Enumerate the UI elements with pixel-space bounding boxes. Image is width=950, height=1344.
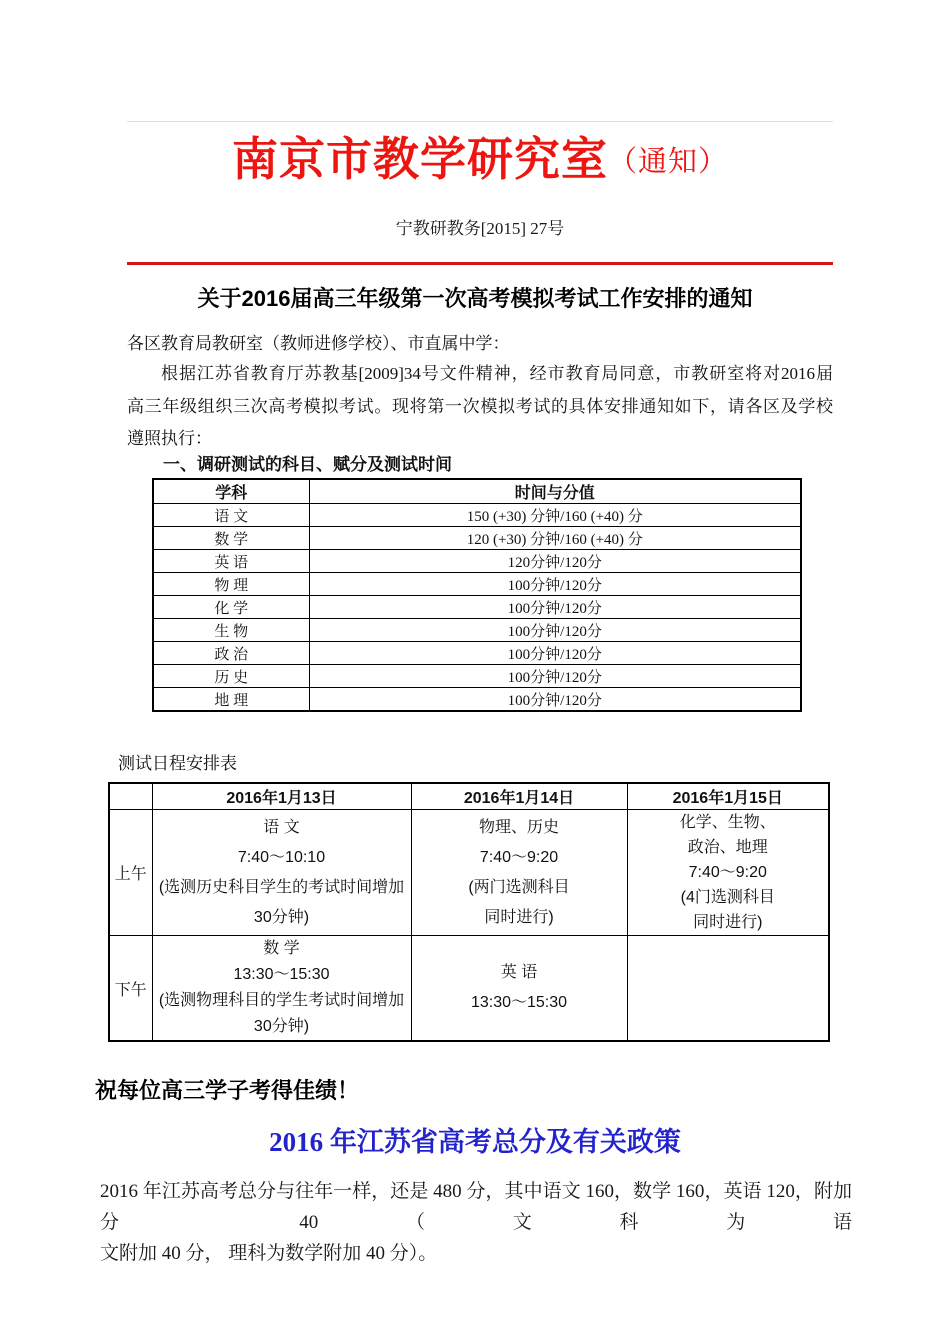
cell-line: 30分钟) xyxy=(253,1018,310,1035)
cell-line: (选测物理科目的学生考试时间增加 xyxy=(158,992,405,1009)
table-row xyxy=(153,642,801,665)
cell-line: 13:30～15:30 xyxy=(470,994,568,1011)
cell-line: 语 文 xyxy=(263,818,300,836)
subject-cell: 语 文 xyxy=(153,504,309,527)
schedule-cell xyxy=(411,810,627,936)
org-title: 南京市教学研究室 xyxy=(231,133,608,185)
body-paragraph-line: 根据江苏省教育厅苏教基[2009]34号文件精神，经市教育局同意，市教研室将对2016届 xyxy=(161,364,833,383)
policy-paragraph-line: 文附加 40 分， 理科为数学附加 40 分）。 xyxy=(100,1243,438,1264)
subject-cell: 化 学 xyxy=(153,596,309,619)
table-row xyxy=(153,527,801,550)
cell-line: 13:30～15:30 xyxy=(233,966,330,983)
image-top-border xyxy=(127,121,833,122)
value-cell: 150 (+30) 分钟/160 (+40) 分 xyxy=(309,504,801,527)
cell-line: 30分钟) xyxy=(253,908,310,926)
cell-line: (两门选测科目 xyxy=(468,878,570,896)
subject-cell: 地 理 xyxy=(153,688,309,712)
value-cell: 100分钟/120分 xyxy=(309,688,801,712)
salutation: 各区教育局教研室（教师进修学校）、市直属中学： xyxy=(127,334,510,353)
notice-title: 关于2016届高三年级第一次高考模拟考试工作安排的通知 xyxy=(197,286,753,311)
table-row xyxy=(153,688,801,712)
schedule-row-afternoon xyxy=(109,936,829,1042)
cell-line: 英 语 xyxy=(500,964,538,981)
table-row xyxy=(153,504,801,527)
date-header: 2016年1月14日 xyxy=(411,783,627,810)
value-cell: 100分钟/120分 xyxy=(309,573,801,596)
policy-paragraph xyxy=(100,1176,852,1269)
schedule-header-row xyxy=(109,783,829,810)
table-row xyxy=(153,573,801,596)
value-cell: 100分钟/120分 xyxy=(309,619,801,642)
value-cell: 120 (+30) 分钟/160 (+40) 分 xyxy=(309,527,801,550)
schedule-cell xyxy=(152,936,411,1042)
table-header-row xyxy=(153,479,801,504)
subject-cell: 生 物 xyxy=(153,619,309,642)
document-number: 宁教研教务[2015] 27号 xyxy=(395,219,565,238)
value-cell: 100分钟/120分 xyxy=(309,665,801,688)
cell-line: 7:40～9:20 xyxy=(688,864,767,881)
schedule-cell xyxy=(627,810,829,936)
cell-line: 数 学 xyxy=(263,940,300,957)
closing-wish: 祝每位高三学子考得佳绩！ xyxy=(95,1078,360,1103)
schedule-table xyxy=(108,782,830,1042)
date-header: 2016年1月15日 xyxy=(627,783,829,810)
subject-score-table xyxy=(152,478,802,712)
cell-line: 同时进行) xyxy=(484,908,554,926)
red-divider-rule xyxy=(127,262,833,265)
table-row xyxy=(153,619,801,642)
schedule-row-morning xyxy=(109,810,829,936)
subject-cell: 历 史 xyxy=(153,665,309,688)
body-paragraph-line: 遵照执行： xyxy=(127,429,212,448)
cell-line: 物理、历史 xyxy=(478,818,559,836)
value-cell: 120分钟/120分 xyxy=(309,550,801,573)
schedule-caption: 测试日程安排表 xyxy=(118,754,237,773)
body-paragraph xyxy=(127,358,833,456)
subject-cell: 政 治 xyxy=(153,642,309,665)
schedule-cell xyxy=(152,810,411,936)
column-header-time-score: 时间与分值 xyxy=(309,479,801,504)
value-cell: 100分钟/120分 xyxy=(309,642,801,665)
policy-paragraph-line: 2016 年江苏高考总分与往年一样，还是 480 分，其中语文 160，数学 160，英语 120，附加分 40（文科为语 xyxy=(100,1181,852,1233)
date-header: 2016年1月13日 xyxy=(152,783,411,810)
corner-cell xyxy=(109,783,152,810)
schedule-cell-empty xyxy=(627,936,829,1042)
table-row xyxy=(153,596,801,619)
body-paragraph-line: 高三年级组织三次高考模拟考试。现将第一次模拟考试的具体安排通知如下，请各区及学校 xyxy=(127,396,833,416)
notice-tag: （通知） xyxy=(607,146,728,178)
subject-cell: 物 理 xyxy=(153,573,309,596)
section-heading: 一、调研测试的科目、赋分及测试时间 xyxy=(163,455,452,474)
value-cell: 100分钟/120分 xyxy=(309,596,801,619)
cell-line: 7:40～10:10 xyxy=(237,848,326,866)
cell-line: (4门选测科目 xyxy=(680,889,775,906)
cell-line: 7:40～9:20 xyxy=(479,848,559,866)
table-row xyxy=(153,550,801,573)
cell-line: 政治、地理 xyxy=(687,839,768,856)
subject-cell: 数 学 xyxy=(153,527,309,550)
table-row xyxy=(153,665,801,688)
cell-line: 化学、生物、 xyxy=(679,814,776,831)
row-label: 下午 xyxy=(109,936,152,1042)
policy-heading: 2016 年江苏省高考总分及有关政策 xyxy=(269,1127,681,1157)
cell-line: (选测历史科目学生的考试时间增加 xyxy=(158,878,405,896)
subject-cell: 英 语 xyxy=(153,550,309,573)
column-header-subject: 学科 xyxy=(153,479,309,504)
masthead xyxy=(127,128,833,190)
cell-line: 同时进行) xyxy=(693,914,763,931)
row-label: 上午 xyxy=(109,810,152,936)
schedule-cell xyxy=(411,936,627,1042)
